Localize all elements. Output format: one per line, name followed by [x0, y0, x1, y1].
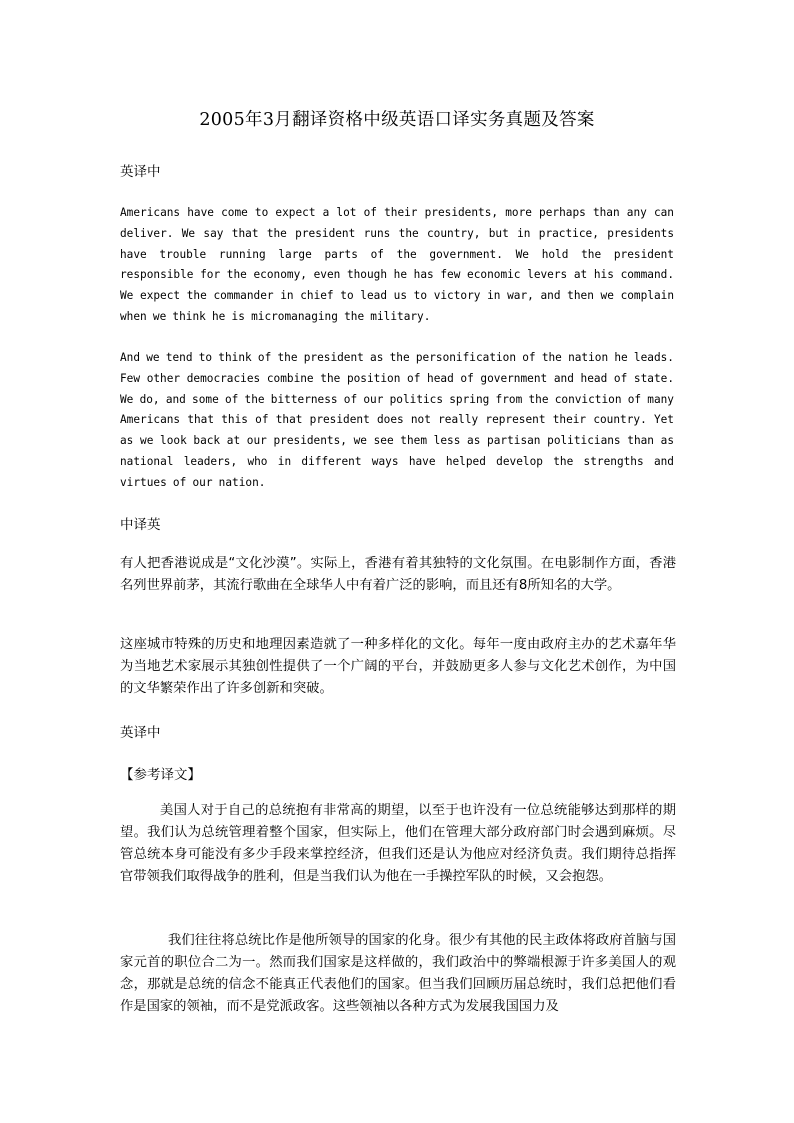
chinese-paragraph-3: 美国人对于自己的总统抱有非常高的期望，以至于也许没有一位总统能够达到那样的期望。我们认为总统管理着整个国家，但实际上，他们在管理大部分政府部门时会遇到麻烦。尽管总统本身可能没有多少手段来掌控经济，但我们还是认为他应对经济负责。我们期待总指挥官带领我们取得战争的胜利，但是当我们认为他在一手操控军队的时候，又会抱怨。: [120, 803, 676, 884]
page-title: 2005年3月翻译资格中级英语口译实务真题及答案: [199, 110, 595, 130]
chinese-paragraph-2: 这座城市特殊的历史和地理因素造就了一种多样化的文化。每年一度由政府主办的艺术嘉年华为当地艺术家展示其独创性提供了一个广阔的平台，并鼓励更多人参与文化艺术创作，为中国的文华繁荣作出了许多创新和突破。: [120, 637, 676, 696]
english-paragraph-2: And we tend to think of the president as the personification of the nation he leads. Few other democracies combine the position of head of government and head of state. We do, and some of the bitterness of our politics spring from the conviction of many Americans that this of that president does not really represent their country. Yet as we look back at our presidents, we see them less as partisan politicians than as national leaders, who in different ways have helped develop the strengths and virtues of our nation.: [120, 351, 674, 489]
chinese-paragraph-1: 有人把香港说成是“文化沙漠”。实际上，香港有着其独特的文化氛围。在电影制作方面，香港名列世界前茅，其流行歌曲在全球华人中有着广泛的影响，而且还有8所知名的大学。: [120, 556, 676, 593]
chinese-paragraph-4: 我们往往将总统比作是他所领导的国家的化身。很少有其他的民主政体将政府首脑与国家元首的职位合二为一。然而我们国家是这样做的，我们政治中的弊端根源于许多美国人的观念，那就是总统的信念不能真正代表他们的国家。但当我们回顾历届总统时，我们总把他们看作是国家的领袖，而不是党派政客。这些领袖以各种方式为发展我国国力及: [120, 933, 676, 1014]
english-paragraph-1: Americans have come to expect a lot of their presidents, more perhaps than any can deliver. We say that the president runs the country, but in practice, presidents have trouble running large parts of the government. We hold the president responsible for the economy, even though he has few economic levers at his command. We expect the commander in chief to lead us to victory in war, and then we complain when we think he is micromanaging the military.: [120, 206, 674, 323]
section-heading-answer: 英译中: [120, 725, 161, 741]
section-heading-en-zh: 英译中: [120, 164, 161, 180]
section-heading-zh-en: 中译英: [120, 517, 161, 533]
reference-translation-heading: 【参考译文】: [120, 767, 201, 783]
